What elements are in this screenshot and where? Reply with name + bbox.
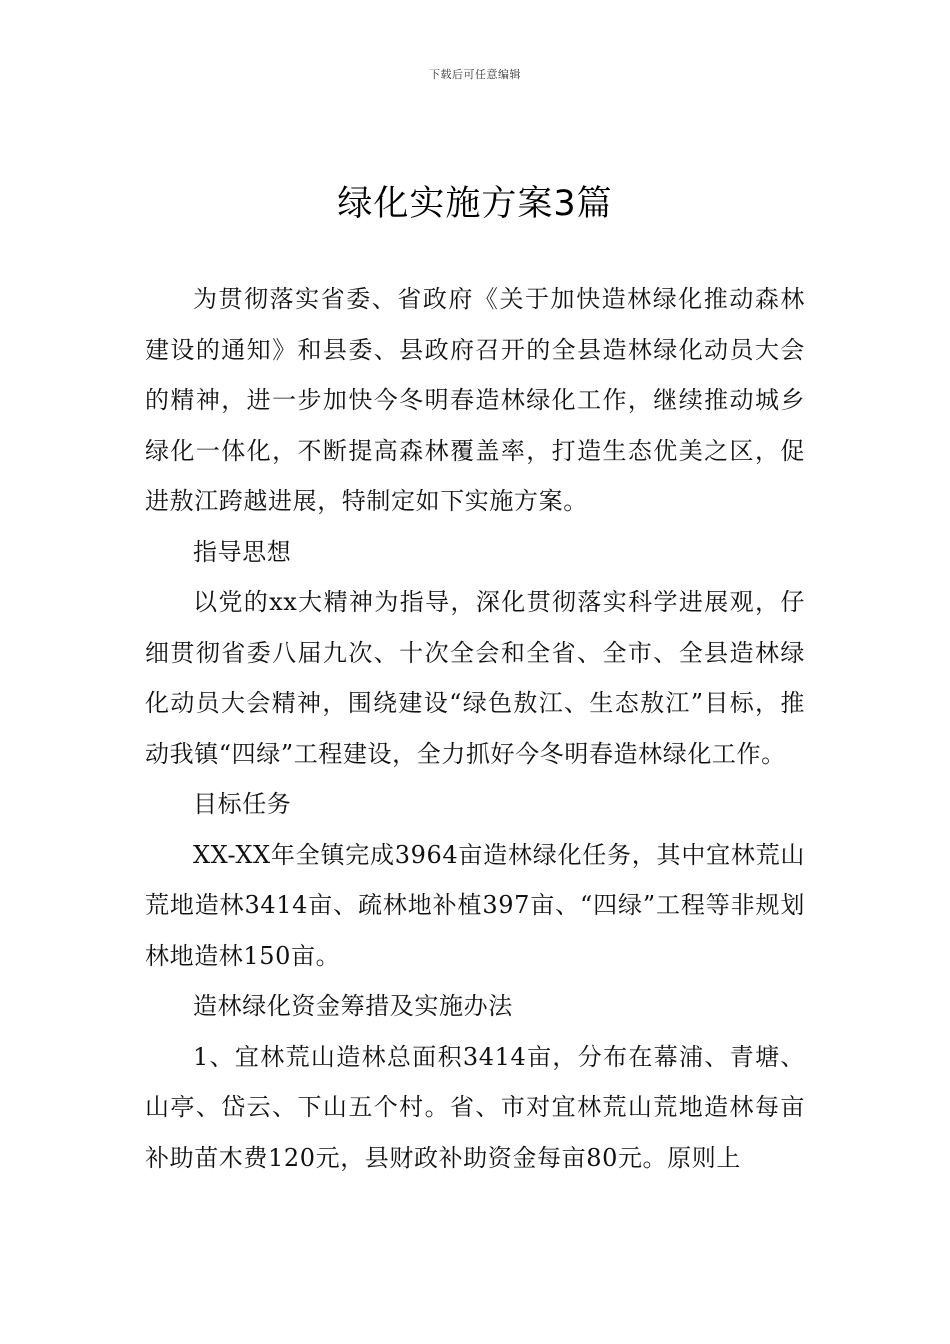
section-heading-funding: 造林绿化资金筹措及实施办法: [193, 992, 513, 1020]
guiding-ideology-paragraph: 以党的xx大精神为指导，深化贯彻落实科学进展观，仔细贯彻省委八届九次、十次全会和全省、全市、全县造林绿化动员大会精神，围绕建设“绿色敖江、生态敖江”目标，推动我镇“四绿”工程建设，全力抓好今冬明春造林绿化工作。: [145, 588, 805, 768]
section-heading-guiding-ideology: 指导思想: [193, 537, 292, 566]
intro-paragraph: 为贯彻落实省委、省政府《关于加快造林绿化推动森林建设的通知》和县委、县政府召开的全县造林绿化动员大会的精神，进一步加快今冬明春造林绿化工作，继续推动城乡绿化一体化，不断提高森林覆盖率，打造生态优美之区，促进敖江跨越进展，特制定如下实施方案。: [145, 285, 805, 515]
document-title: 绿化实施方案3篇: [337, 184, 613, 224]
funding-item-1-paragraph: 1、宜林荒山造林总面积3414亩，分布在幕浦、青塘、山亭、岱云、下山五个村。省、市对宜林荒山荒地造林每亩补助苗木费120元，县财政补助资金每亩80元。原则上: [145, 1042, 805, 1172]
section-heading-target-tasks: 目标任务: [193, 790, 292, 818]
target-tasks-paragraph: XX-XX年全镇完成3964亩造林绿化任务，其中宜林荒山荒地造林3414亩、疏林地补植397亩、“四绿”工程等非规划林地造林150亩。: [145, 840, 805, 970]
document-body: [145, 274, 805, 1183]
header-note: 下载后可任意编辑: [429, 68, 521, 81]
